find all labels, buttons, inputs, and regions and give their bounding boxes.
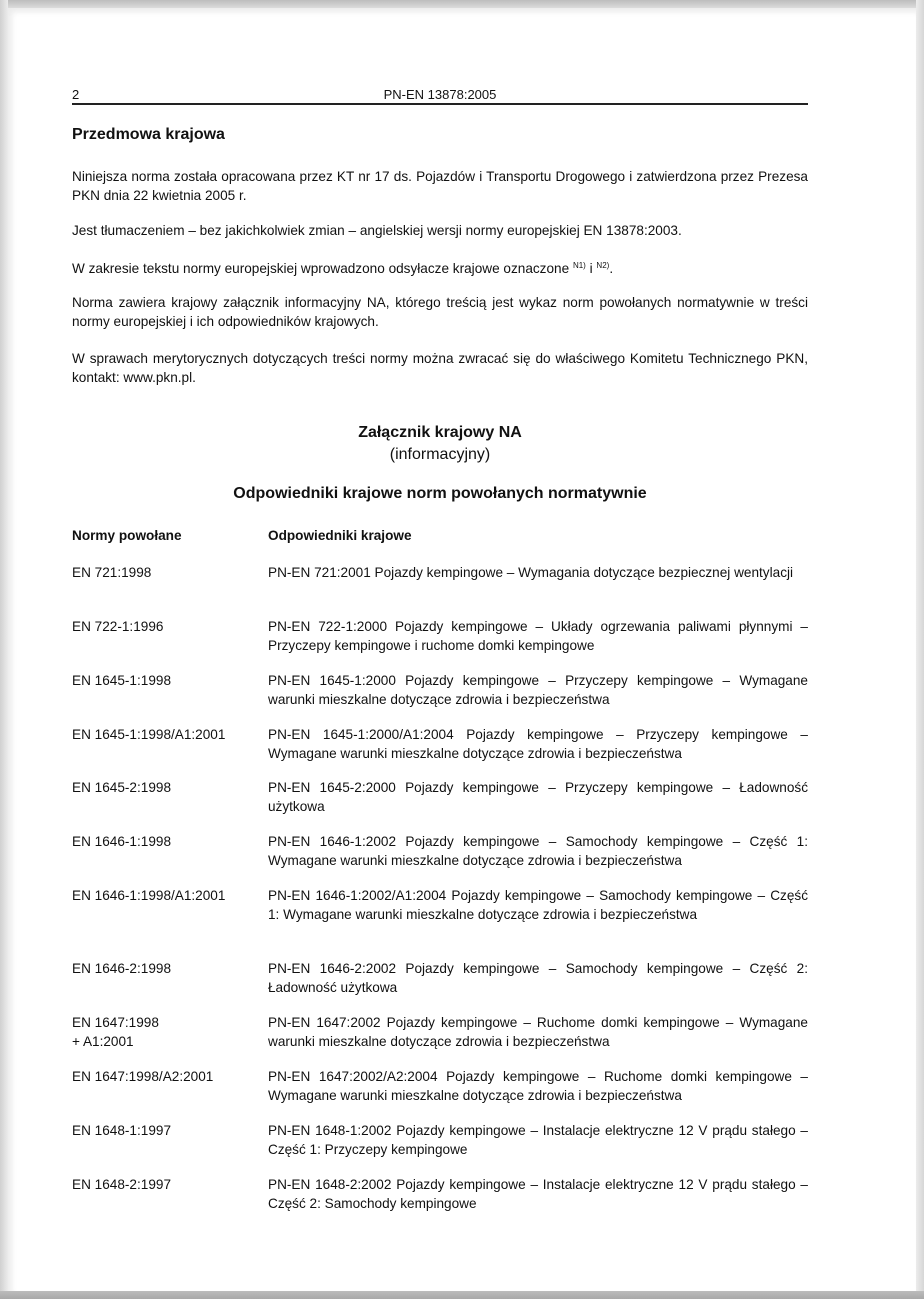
- referenced-standard: EN 1648-1:1997: [72, 1123, 172, 1138]
- referenced-standard: EN 1646-1:1998/A1:2001: [72, 888, 226, 903]
- referenced-standard: EN 1648-2:1997: [72, 1177, 172, 1192]
- national-equivalent: PN-EN 1646-1:2002/A1:2004 Pojazdy kempingowe – Samochody kempingowe – Część 1: Wymagane warunki mieszkalne dotyczące zdrowia i bezpieczeństwa: [268, 888, 808, 922]
- foreword-paragraph: Jest tłumaczeniem – bez jakichkolwiek zmian – angielskiej wersji normy europejskiej EN 13878:2003.: [72, 223, 682, 238]
- page-number: 2: [72, 87, 80, 102]
- annex-subtitle: (informacyjny): [389, 446, 491, 463]
- foreword-paragraph: [72, 256, 808, 278]
- referenced-standard: EN 1646-2:1998: [72, 961, 172, 976]
- annex-heading: Odpowiedniki krajowe norm powołanych normatywnie: [233, 485, 647, 502]
- national-equivalent: PN-EN 1646-2:2002 Pojazdy kempingowe – Samochody kempingowe – Część 2: Ładowność użytkowa: [268, 961, 808, 995]
- referenced-standard: EN 1645-1:1998: [72, 673, 172, 688]
- referenced-standard: EN 1647:1998/A2:2001: [72, 1069, 214, 1084]
- footnote-joiner: i: [585, 261, 597, 276]
- national-equivalent: PN-EN 1645-2:2000 Pojazdy kempingowe – Przyczepy kempingowe – Ładowność użytkowa: [268, 780, 808, 814]
- national-equivalent: PN-EN 1645-1:2000 Pojazdy kempingowe – Przyczepy kempingowe – Wymagane warunki mieszkalne dotyczące zdrowia i bezpieczeństwa: [268, 673, 808, 707]
- column-header-national: Odpowiedniki krajowe: [268, 528, 412, 543]
- referenced-standard: EN 721:1998: [72, 565, 152, 580]
- foreword-paragraph-text: W zakresie tekstu normy europejskiej wprowadzono odsyłacze krajowe oznaczone: [72, 261, 570, 276]
- national-equivalent: PN-EN 722-1:2000 Pojazdy kempingowe – Układy ogrzewania paliwami płynnymi – Przyczepy kempingowe i ruchome domki kempingowe: [268, 619, 808, 653]
- running-header: [72, 85, 808, 105]
- national-equivalent: PN-EN 1648-1:2002 Pojazdy kempingowe – Instalacje elektryczne 12 V prądu stałego – Część 1: Przyczepy kempingowe: [268, 1123, 808, 1157]
- referenced-standard: EN 1645-1:1998/A1:2001: [72, 727, 226, 742]
- foreword-paragraph: W sprawach merytorycznych dotyczących treści normy można zwracać się do właściwego Komitetu Technicznego PKN, kontakt: www.pkn.pl.: [72, 351, 808, 385]
- national-equivalent: PN-EN 1647:2002/A2:2004 Pojazdy kempingowe – Ruchome domki kempingowe – Wymagane warunki mieszkalne dotyczące zdrowia i bezpieczeństwa: [268, 1069, 808, 1103]
- foreword-paragraph: Norma zawiera krajowy załącznik informacyjny NA, którego treścią jest wykaz norm powołanych normatywnie w treści normy europejskiej i ich odpowiedników krajowych.: [72, 295, 808, 329]
- referenced-standard: [72, 1013, 262, 1051]
- foreword-paragraph: Niniejsza norma została opracowana przez KT nr 17 ds. Pojazdów i Transportu Drogowego i zatwierdzona przez Prezesa PKN dnia 22 kwietnia 2005 r.: [72, 169, 808, 203]
- footnote-mark-n2: N2): [596, 261, 610, 270]
- footnote-end: .: [609, 261, 614, 276]
- footnote-mark-n1: N1): [572, 261, 586, 270]
- referenced-standard: EN 1646-1:1998: [72, 834, 172, 849]
- referenced-standard-amendment: + A1:2001: [72, 1034, 134, 1049]
- column-header-referenced: Normy powołane: [72, 528, 182, 543]
- national-equivalent: PN-EN 1647:2002 Pojazdy kempingowe – Ruchome domki kempingowe – Wymagane warunki mieszkalne dotyczące zdrowia i bezpieczeństwa: [268, 1015, 808, 1049]
- document-id: PN-EN 13878:2005: [383, 87, 497, 102]
- referenced-standard: EN 722-1:1996: [72, 619, 164, 634]
- national-equivalent: PN-EN 1646-1:2002 Pojazdy kempingowe – Samochody kempingowe – Część 1: Wymagane warunki mieszkalne dotyczące zdrowia i bezpieczeństwa: [268, 834, 808, 868]
- viewer-shadow-top: [0, 0, 924, 8]
- viewer-shadow-left: [0, 0, 8, 1299]
- national-equivalent: PN-EN 1645-1:2000/A1:2004 Pojazdy kempingowe – Przyczepy kempingowe – Wymagane warunki mieszkalne dotyczące zdrowia i bezpieczeństwa: [268, 727, 808, 761]
- viewer-shadow-bottom: [0, 1291, 924, 1299]
- national-equivalent: PN-EN 1648-2:2002 Pojazdy kempingowe – Instalacje elektryczne 12 V prądu stałego – Część 2: Samochody kempingowe: [268, 1177, 808, 1211]
- foreword-title: Przedmowa krajowa: [72, 126, 225, 143]
- referenced-standard: EN 1645-2:1998: [72, 780, 172, 795]
- annex-title: Załącznik krajowy NA: [358, 424, 522, 441]
- national-equivalent: PN-EN 721:2001 Pojazdy kempingowe – Wymagania dotyczące bezpiecznej wentylacji: [268, 565, 794, 580]
- viewer-shadow-right: [916, 0, 924, 1299]
- referenced-standard-line: EN 1647:1998: [72, 1015, 159, 1030]
